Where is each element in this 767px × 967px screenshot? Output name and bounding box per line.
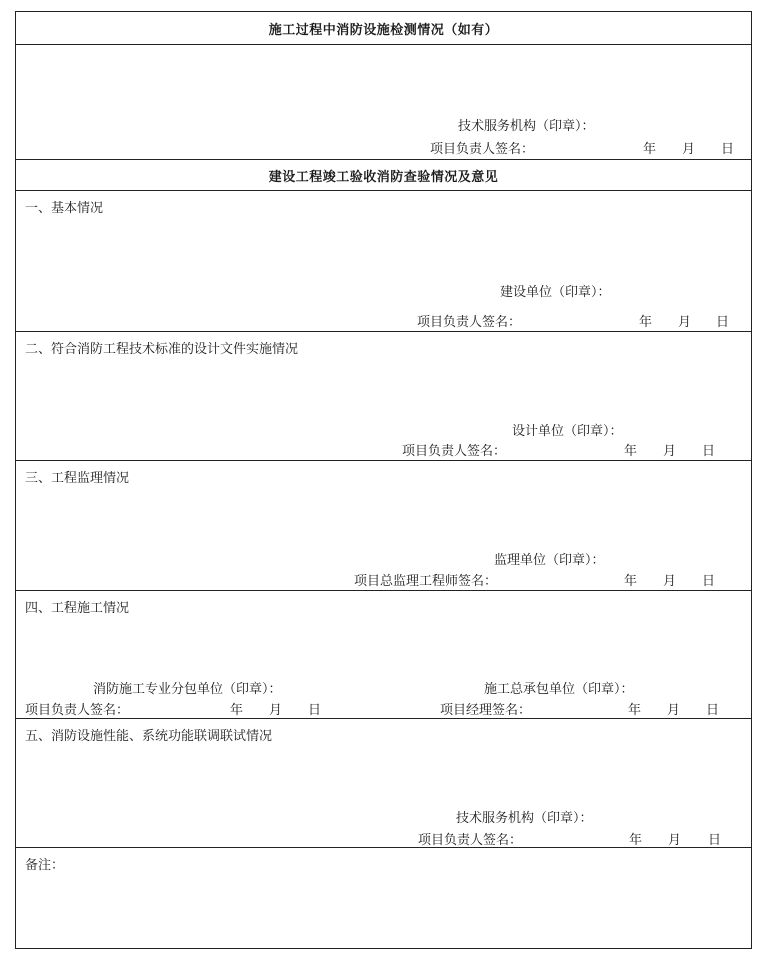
header-acceptance-inspection-text: 建设工程竣工验收消防查验情况及意见 — [268, 169, 499, 185]
commissioning-month: 月 — [668, 833, 682, 848]
design-day: 日 — [702, 444, 716, 459]
section-design-implementation-title: 二、符合消防工程技术标准的设计文件实施情况 — [25, 342, 299, 357]
testing-org-seal-label: 技术服务机构（印章）： — [458, 119, 595, 134]
commissioning-sign-label: 项目负责人签名： — [418, 833, 523, 848]
section-remarks-title: 备注： — [25, 858, 65, 873]
design-org-seal-label: 设计单位（印章）： — [512, 424, 623, 439]
subcontractor-month: 月 — [269, 703, 283, 718]
testing-month: 月 — [682, 142, 696, 157]
subcontractor-day: 日 — [308, 703, 322, 718]
commissioning-day: 日 — [708, 833, 722, 848]
section-supervision — [16, 461, 751, 591]
general-contractor-day: 日 — [706, 703, 720, 718]
basic-info-org-seal-label: 建设单位（印章）： — [500, 285, 611, 300]
general-contractor-org-seal-label: 施工总承包单位（印章）： — [484, 682, 634, 697]
basic-info-sign-label: 项目负责人签名： — [417, 315, 522, 330]
supervision-org-seal-label: 监理单位（印章）： — [494, 553, 605, 568]
section-remarks — [16, 848, 751, 948]
testing-sign-label: 项目负责人签名： — [430, 142, 535, 157]
design-year: 年 — [624, 444, 638, 459]
section-testing-block — [16, 45, 751, 160]
section-basic-info — [16, 191, 751, 332]
header-acceptance-inspection — [16, 160, 751, 191]
supervision-day: 日 — [702, 574, 716, 589]
header-construction-testing-text: 施工过程中消防设施检测情况（如有） — [268, 22, 499, 38]
supervision-month: 月 — [663, 574, 677, 589]
subcontractor-org-seal-label: 消防施工专业分包单位（印章）： — [93, 682, 282, 697]
section-design-implementation — [16, 332, 751, 461]
section-joint-commissioning-title: 五、消防设施性能、系统功能联调联试情况 — [25, 729, 273, 744]
section-supervision-title: 三、工程监理情况 — [25, 471, 130, 486]
section-construction — [16, 591, 751, 719]
supervision-sign-label: 项目总监理工程师签名： — [354, 574, 498, 589]
commissioning-year: 年 — [629, 833, 643, 848]
testing-year: 年 — [643, 142, 657, 157]
basic-info-month: 月 — [678, 315, 692, 330]
subcontractor-sign-label: 项目负责人签名： — [25, 703, 130, 718]
section-basic-info-title: 一、基本情况 — [25, 201, 104, 216]
testing-day: 日 — [721, 142, 735, 157]
supervision-year: 年 — [624, 574, 638, 589]
section-construction-title: 四、工程施工情况 — [25, 601, 130, 616]
design-month: 月 — [663, 444, 677, 459]
header-construction-testing — [16, 12, 751, 45]
general-contractor-month: 月 — [667, 703, 681, 718]
basic-info-year: 年 — [639, 315, 653, 330]
commissioning-org-seal-label: 技术服务机构（印章）： — [456, 811, 593, 826]
inspection-form — [15, 11, 752, 949]
basic-info-day: 日 — [716, 315, 730, 330]
design-sign-label: 项目负责人签名： — [402, 444, 507, 459]
general-contractor-sign-label: 项目经理签名： — [440, 703, 532, 718]
general-contractor-year: 年 — [628, 703, 642, 718]
section-joint-commissioning — [16, 719, 751, 848]
subcontractor-year: 年 — [230, 703, 244, 718]
